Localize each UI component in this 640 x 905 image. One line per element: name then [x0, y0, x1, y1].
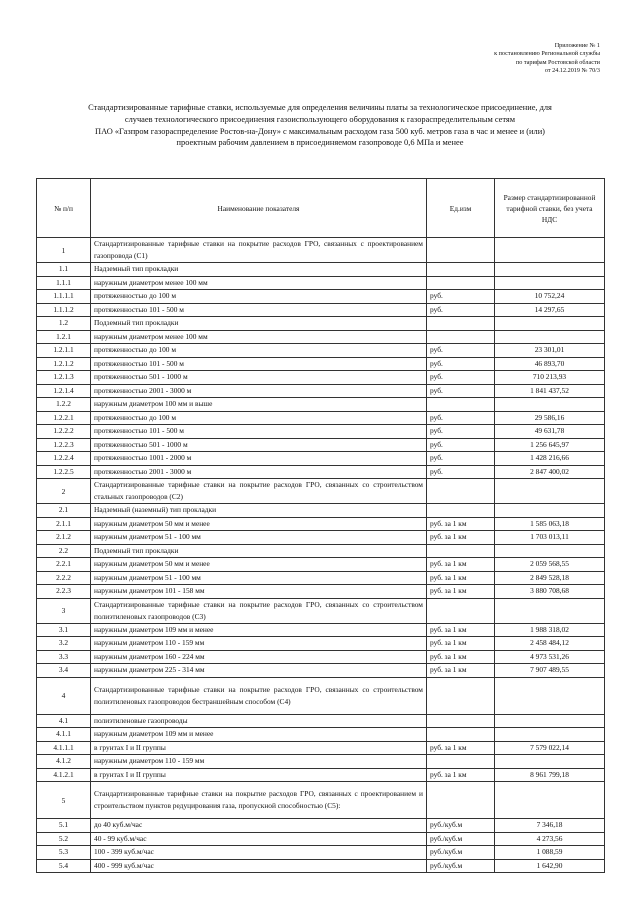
row-value — [495, 398, 605, 412]
row-unit — [427, 398, 495, 412]
row-name: протяженностью 501 - 1000 м — [91, 371, 427, 385]
table-row — [37, 452, 605, 466]
row-name: наружным диаметром 109 мм и менее — [91, 728, 427, 742]
row-value — [495, 504, 605, 518]
row-value — [495, 598, 605, 623]
appendix-line: Приложение № 1 — [554, 42, 600, 49]
row-number: 1.1.1 — [37, 276, 91, 290]
row-value — [495, 317, 605, 331]
row-number: 1.1.1.1 — [37, 290, 91, 304]
row-value — [495, 330, 605, 344]
title-line: Стандартизированные тарифные ставки, используемые для определения величины платы за технологическое присоединение, для — [88, 103, 552, 112]
table-row — [37, 728, 605, 742]
row-name: протяженностью 101 - 500 м — [91, 303, 427, 317]
row-unit: руб./куб.м — [427, 846, 495, 860]
row-number: 4.1.1.1 — [37, 741, 91, 755]
appendix-line: от 24.12.2019 № 70/3 — [544, 67, 600, 75]
title-line: ПАО «Газпром газораспределение Ростов-на-Дону» с максимальным расходом газа 500 куб. метров газа в час и менее и (или) — [95, 126, 545, 136]
row-unit — [427, 714, 495, 728]
header-unit: Ед.изм — [427, 179, 495, 238]
row-number: 5.4 — [37, 859, 91, 873]
table-row — [37, 371, 605, 385]
table-row — [37, 846, 605, 860]
appendix-note — [360, 42, 600, 76]
appendix-line: к постановлению Региональной службы — [494, 50, 600, 58]
table-row — [37, 290, 605, 304]
row-unit: руб. — [427, 371, 495, 385]
row-name: Стандартизированные тарифные ставки на покрытие расходов ГРО, связанных со строительством полиэтиленовых газопроводов бестраншейным способом (С4) — [91, 677, 427, 714]
table-row — [37, 357, 605, 371]
row-value: 1 988 318,02 — [495, 623, 605, 637]
table-row — [37, 303, 605, 317]
row-value: 49 631,78 — [495, 425, 605, 439]
row-name: протяженностью до 100 м — [91, 411, 427, 425]
document-title — [40, 102, 600, 149]
header-value: Размер стандартизированной тарифной ставки, без учета НДС — [495, 179, 605, 238]
row-name: наружным диаметром 100 мм и выше — [91, 398, 427, 412]
header-num: № п/п — [37, 179, 91, 238]
row-name: до 40 куб.м/час — [91, 819, 427, 833]
row-value — [495, 677, 605, 714]
row-name: Надземный тип прокладки — [91, 263, 427, 277]
row-number: 1.2.2.2 — [37, 425, 91, 439]
row-unit: руб. — [427, 425, 495, 439]
table-row — [37, 263, 605, 277]
table-row — [37, 637, 605, 651]
row-value — [495, 755, 605, 769]
table-row — [37, 465, 605, 479]
row-unit: руб. за 1 км — [427, 585, 495, 599]
row-unit: руб. — [427, 411, 495, 425]
row-unit: руб. — [427, 290, 495, 304]
row-number: 2.2.3 — [37, 585, 91, 599]
row-unit — [427, 598, 495, 623]
table-row — [37, 768, 605, 782]
row-unit — [427, 479, 495, 504]
row-name: 400 - 999 куб.м/час — [91, 859, 427, 873]
row-unit — [427, 728, 495, 742]
row-number: 4.1.2.1 — [37, 768, 91, 782]
row-number: 2.1.1 — [37, 517, 91, 531]
table-row — [37, 558, 605, 572]
row-value: 4 273,56 — [495, 832, 605, 846]
row-value: 10 752,24 — [495, 290, 605, 304]
table-header-row — [37, 179, 605, 238]
row-value — [495, 714, 605, 728]
table-body — [37, 238, 605, 873]
row-number: 1.2.2.4 — [37, 452, 91, 466]
row-value: 2 849 528,18 — [495, 571, 605, 585]
row-value — [495, 728, 605, 742]
row-name: Стандартизированные тарифные ставки на покрытие расходов ГРО, связанных со строительством стальных газопроводов (С2) — [91, 479, 427, 504]
row-value: 29 586,16 — [495, 411, 605, 425]
row-name: 40 - 99 куб.м/час — [91, 832, 427, 846]
table-row — [37, 344, 605, 358]
row-number: 2.2.2 — [37, 571, 91, 585]
row-name: Стандартизированные тарифные ставки на покрытие расходов ГРО, связанных с проектированием и строительством пунктов редуцирования газа, пропускной способностью (С5): — [91, 782, 427, 819]
row-number: 5 — [37, 782, 91, 819]
row-name: в грунтах I и II группы — [91, 768, 427, 782]
row-unit — [427, 317, 495, 331]
row-unit: руб. за 1 км — [427, 531, 495, 545]
row-name: в грунтах I и II группы — [91, 741, 427, 755]
row-unit — [427, 263, 495, 277]
row-value: 1 642,90 — [495, 859, 605, 873]
row-unit: руб. за 1 км — [427, 623, 495, 637]
row-value: 46 893,70 — [495, 357, 605, 371]
table-row — [37, 411, 605, 425]
row-number: 1.2 — [37, 317, 91, 331]
row-value: 2 847 400,02 — [495, 465, 605, 479]
row-name: наружным диаметром 51 - 100 мм — [91, 571, 427, 585]
row-unit — [427, 238, 495, 263]
row-number: 3.4 — [37, 664, 91, 678]
row-unit: руб. — [427, 303, 495, 317]
row-name: наружным диаметром менее 100 мм — [91, 276, 427, 290]
table-row — [37, 859, 605, 873]
table-row — [37, 585, 605, 599]
row-name: наружным диаметром 225 - 314 мм — [91, 664, 427, 678]
table-row — [37, 571, 605, 585]
row-name: протяженностью 2001 - 3000 м — [91, 384, 427, 398]
row-value: 3 880 708,68 — [495, 585, 605, 599]
row-name: протяженностью 1001 - 2000 м — [91, 452, 427, 466]
row-value: 1 256 645,97 — [495, 438, 605, 452]
row-unit — [427, 504, 495, 518]
row-name: протяженностью 2001 - 3000 м — [91, 465, 427, 479]
row-name: протяженностью до 100 м — [91, 290, 427, 304]
row-value: 710 213,93 — [495, 371, 605, 385]
row-number: 1.2.2.1 — [37, 411, 91, 425]
table-row — [37, 623, 605, 637]
row-unit: руб./куб.м — [427, 832, 495, 846]
row-unit: руб. за 1 км — [427, 637, 495, 651]
table-row — [37, 819, 605, 833]
row-name: наружным диаметром 50 мм и менее — [91, 558, 427, 572]
table-row — [37, 504, 605, 518]
row-value: 23 301,01 — [495, 344, 605, 358]
row-unit — [427, 276, 495, 290]
table-row — [37, 531, 605, 545]
row-unit: руб. — [427, 357, 495, 371]
row-unit: руб. — [427, 344, 495, 358]
row-number: 1.1.1.2 — [37, 303, 91, 317]
row-number: 1.2.1.2 — [37, 357, 91, 371]
table-row — [37, 479, 605, 504]
table-row — [37, 714, 605, 728]
row-value: 4 973 531,26 — [495, 650, 605, 664]
table-row — [37, 832, 605, 846]
row-unit: руб./куб.м — [427, 819, 495, 833]
row-value: 1 841 437,52 — [495, 384, 605, 398]
header-name: Наименование показателя — [91, 179, 427, 238]
row-value: 1 428 216,66 — [495, 452, 605, 466]
table-row — [37, 425, 605, 439]
row-name: наружным диаметром менее 100 мм — [91, 330, 427, 344]
row-number: 4.1.1 — [37, 728, 91, 742]
row-unit: руб. за 1 км — [427, 517, 495, 531]
row-value: 1 088,59 — [495, 846, 605, 860]
row-number: 5.3 — [37, 846, 91, 860]
table-row — [37, 782, 605, 819]
row-unit — [427, 782, 495, 819]
appendix-line: по тарифам Ростовской области — [515, 58, 600, 66]
row-number: 3 — [37, 598, 91, 623]
row-unit: руб. за 1 км — [427, 571, 495, 585]
row-number: 1.2.1.4 — [37, 384, 91, 398]
row-name: Стандартизированные тарифные ставки на покрытие расходов ГРО, связанных со строительством полиэтиленовых газопроводов (С3) — [91, 598, 427, 623]
row-name: Надземный (наземный) тип прокладки — [91, 504, 427, 518]
row-name: протяженностью 101 - 500 м — [91, 357, 427, 371]
row-unit: руб. за 1 км — [427, 558, 495, 572]
row-number: 4.1.2 — [37, 755, 91, 769]
table-row — [37, 544, 605, 558]
row-number: 4 — [37, 677, 91, 714]
row-unit — [427, 677, 495, 714]
row-name: Стандартизированные тарифные ставки на покрытие расходов ГРО, связанных с проектированием газопровода (С1) — [91, 238, 427, 263]
row-unit — [427, 330, 495, 344]
row-value: 7 346,18 — [495, 819, 605, 833]
row-number: 1 — [37, 238, 91, 263]
table-row — [37, 438, 605, 452]
row-number: 5.1 — [37, 819, 91, 833]
row-unit: руб. — [427, 384, 495, 398]
table-row — [37, 238, 605, 263]
row-unit — [427, 755, 495, 769]
row-number: 2.2 — [37, 544, 91, 558]
table-row — [37, 650, 605, 664]
row-value: 2 458 484,12 — [495, 637, 605, 651]
row-unit: руб. за 1 км — [427, 768, 495, 782]
row-number: 1.2.2.3 — [37, 438, 91, 452]
row-unit: руб. — [427, 465, 495, 479]
table-row — [37, 517, 605, 531]
row-number: 3.3 — [37, 650, 91, 664]
row-number: 2.1 — [37, 504, 91, 518]
row-name: протяженностью 501 - 1000 м — [91, 438, 427, 452]
row-value — [495, 276, 605, 290]
table-row — [37, 330, 605, 344]
row-value: 2 059 568,55 — [495, 558, 605, 572]
row-name: протяженностью до 100 м — [91, 344, 427, 358]
row-number: 3.2 — [37, 637, 91, 651]
row-value: 14 297,65 — [495, 303, 605, 317]
table-row — [37, 664, 605, 678]
row-value — [495, 238, 605, 263]
row-number: 1.2.1 — [37, 330, 91, 344]
row-number: 5.2 — [37, 832, 91, 846]
table-row — [37, 276, 605, 290]
row-unit: руб./куб.м — [427, 859, 495, 873]
row-value: 1 585 063,18 — [495, 517, 605, 531]
row-name: Подземный тип прокладки — [91, 317, 427, 331]
table-row — [37, 384, 605, 398]
row-unit: руб. за 1 км — [427, 664, 495, 678]
table-row — [37, 755, 605, 769]
row-value — [495, 263, 605, 277]
tariff-table — [36, 178, 605, 873]
row-number: 1.1 — [37, 263, 91, 277]
row-name: наружным диаметром 160 - 224 мм — [91, 650, 427, 664]
title-line: случаев технологического присоединения газоиспользующего оборудования к газораспределительным сетям — [124, 114, 516, 124]
row-number: 2 — [37, 479, 91, 504]
title-line: проектным рабочим давлением в присоединяемом газопроводе 0,6 МПа и менее — [176, 138, 464, 148]
row-name: наружным диаметром 51 - 100 мм — [91, 531, 427, 545]
row-name: наружным диаметром 109 мм и менее — [91, 623, 427, 637]
row-number: 1.2.2.5 — [37, 465, 91, 479]
row-unit — [427, 544, 495, 558]
row-value — [495, 544, 605, 558]
row-name: 100 - 399 куб.м/час — [91, 846, 427, 860]
row-number: 2.2.1 — [37, 558, 91, 572]
row-value — [495, 782, 605, 819]
row-name: наружным диаметром 110 - 159 мм — [91, 755, 427, 769]
row-unit: руб. за 1 км — [427, 650, 495, 664]
row-name: полиэтиленовые газопроводы — [91, 714, 427, 728]
table-row — [37, 741, 605, 755]
row-number: 1.2.1.3 — [37, 371, 91, 385]
row-name: наружным диаметром 101 - 158 мм — [91, 585, 427, 599]
row-name: протяженностью 101 - 500 м — [91, 425, 427, 439]
row-name: наружным диаметром 50 мм и менее — [91, 517, 427, 531]
row-unit: руб. — [427, 452, 495, 466]
table-row — [37, 677, 605, 714]
table-row — [37, 317, 605, 331]
row-number: 1.2.1.1 — [37, 344, 91, 358]
row-value: 7 579 022,14 — [495, 741, 605, 755]
table-row — [37, 398, 605, 412]
table-row — [37, 598, 605, 623]
row-value: 1 703 013,11 — [495, 531, 605, 545]
row-unit: руб. — [427, 438, 495, 452]
row-number: 2.1.2 — [37, 531, 91, 545]
row-number: 4.1 — [37, 714, 91, 728]
row-number: 3.1 — [37, 623, 91, 637]
row-value: 8 961 799,18 — [495, 768, 605, 782]
row-unit: руб. за 1 км — [427, 741, 495, 755]
row-name: наружным диаметром 110 - 159 мм — [91, 637, 427, 651]
row-name: Подземный тип прокладки — [91, 544, 427, 558]
row-number: 1.2.2 — [37, 398, 91, 412]
row-value: 7 907 489,55 — [495, 664, 605, 678]
row-value — [495, 479, 605, 504]
